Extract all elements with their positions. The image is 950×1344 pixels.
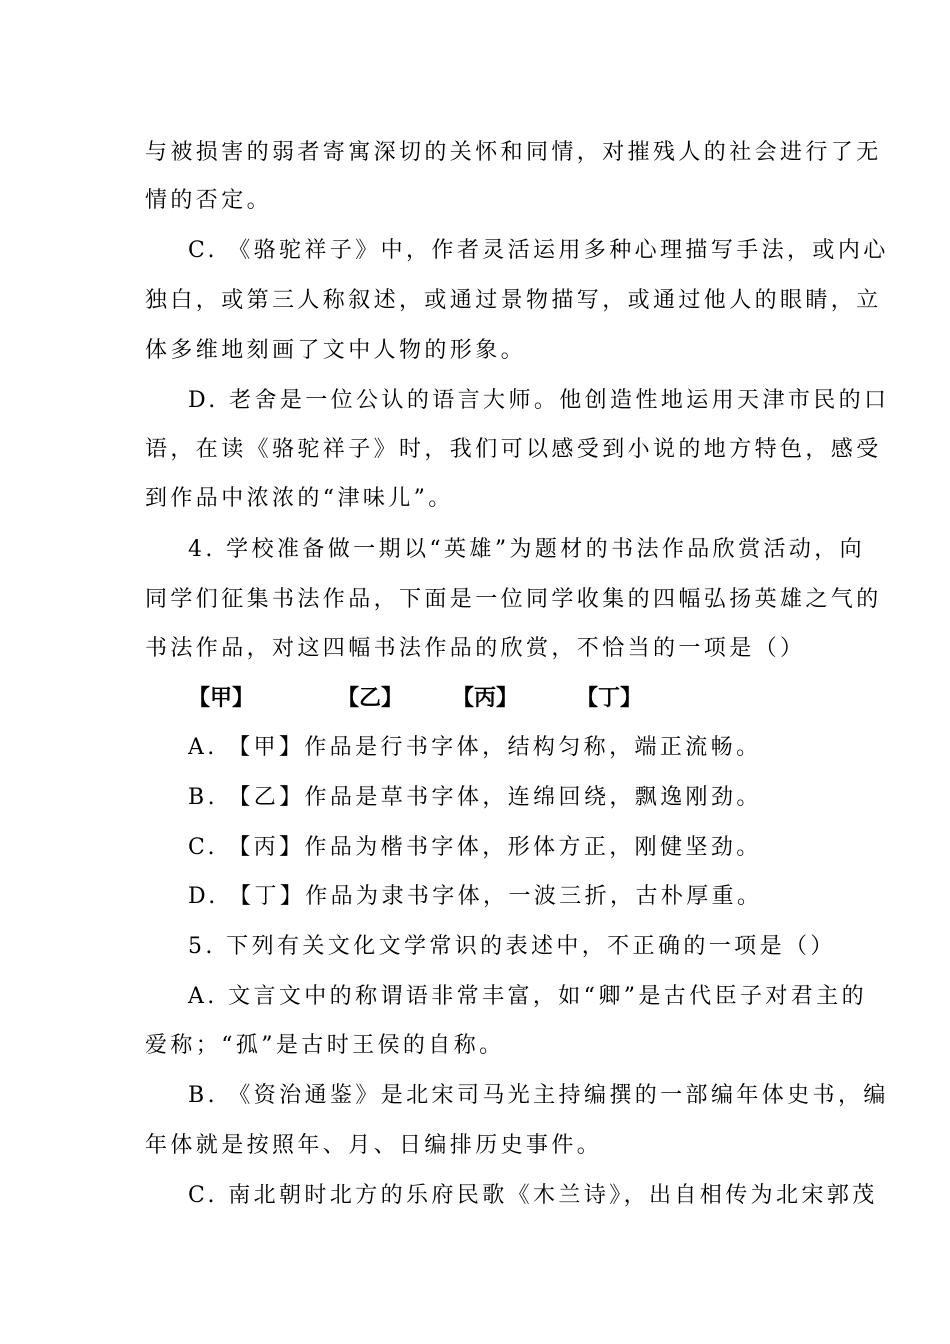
option-d-line: D. 【丁】作品为隶书字体，一波三折，古朴厚重。	[188, 884, 763, 909]
text-line: 独白，或第三人称叙述，或通过景物描写，或通过他人的眼睛，立	[145, 288, 882, 313]
option-c-line: C. 《骆驼祥子》中，作者灵活运用多种心理描写手法，或内心	[188, 238, 889, 263]
text-line: 到作品中浓浓的“津味儿”。	[145, 486, 454, 511]
question-5-stem: 5. 下列有关文化文学常识的表述中，不正确的一项是（）	[188, 934, 836, 959]
option-b-line: B. 【乙】作品是草书字体，连绵回绕，飘逸刚劲。	[188, 785, 762, 810]
option-b-line: B. 《资治通鉴》是北宋司马光主持编撰的一部编年体史书，编	[188, 1083, 889, 1108]
option-d-line: D. 老舍是一位公认的语言大师。他创造性地运用天津市民的口	[188, 388, 890, 413]
label-bing: 【丙】	[452, 685, 519, 711]
calligraphy-labels	[0, 683, 950, 713]
text-line: 语，在读《骆驼祥子》时，我们可以感受到小说的地方特色，感受	[145, 437, 882, 462]
option-c-line: C. 【丙】作品为楷书字体，形体方正，刚健坚劲。	[188, 835, 762, 860]
question-4-stem: 4. 学校准备做一期以“英雄”为题材的书法作品欣赏活动，向	[188, 537, 866, 562]
option-c-line: C. 南北朝时北方的乐府民歌《木兰诗》，出自相传为北宋郭茂	[188, 1183, 878, 1208]
label-jia: 【甲】	[188, 685, 255, 711]
label-ding: 【丁】	[576, 685, 643, 711]
text-line: 爱称；“孤”是古时王侯的自称。	[145, 1033, 505, 1058]
text-line: 情的否定。	[145, 188, 273, 213]
text-line: 书法作品，对这四幅书法作品的欣赏，不恰当的一项是（）	[145, 636, 806, 661]
label-yi: 【乙】	[337, 685, 404, 711]
text-line: 年体就是按照年、月、日编排历史事件。	[145, 1133, 603, 1158]
text-line: 同学们征集书法作品，下面是一位同学收集的四幅弘扬英雄之气的	[145, 587, 882, 612]
option-a-line: A. 文言文中的称谓语非常丰富，如“卿”是古代臣子对君主的	[188, 984, 867, 1009]
text-line: 体多维地刻画了文中人物的形象。	[145, 338, 527, 363]
text-line: 与被损害的弱者寄寓深切的关怀和同情，对摧残人的社会进行了无	[145, 140, 882, 165]
option-a-line: A. 【甲】作品是行书字体，结构匀称，端正流畅。	[188, 735, 762, 760]
